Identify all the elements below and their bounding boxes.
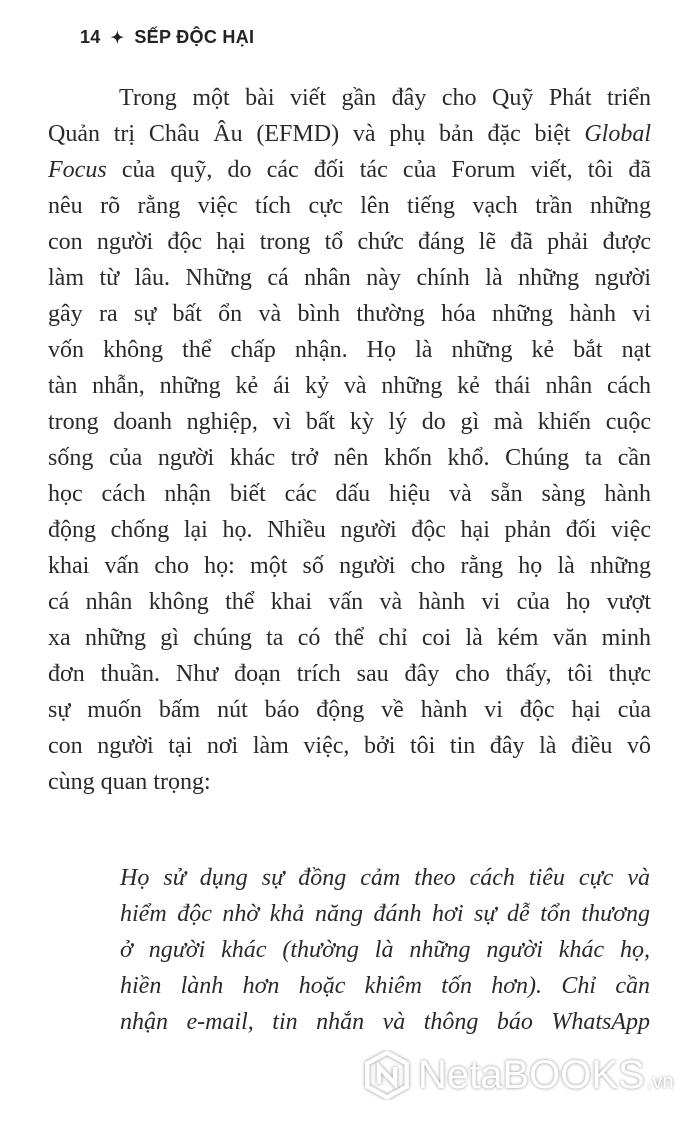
text-line: cá nhân không thể khai vấn và hành vi của họ vượt — [48, 589, 651, 615]
text-line: sự muốn bấm nút báo động về hành vi độc hại của — [48, 697, 651, 723]
block-quote — [120, 860, 650, 1040]
page-number: 14 — [80, 27, 101, 47]
body-paragraph — [48, 80, 651, 800]
italic-title: Focus — [48, 157, 107, 183]
text-line: hiền lành hơn hoặc khiêm tốn hơn). Chỉ cần — [120, 973, 650, 999]
text-line: Trong một bài viết gần đây cho Quỹ Phát triển — [119, 85, 651, 111]
text-line: Quản trị Châu Âu (EFMD) và phụ bản đặc biệt Global — [48, 121, 651, 147]
watermark-name: NetaBOOKS — [418, 1052, 645, 1097]
text-line: học cách nhận biết các dấu hiệu và sẵn sàng hành — [48, 481, 651, 507]
text-line: hiểm độc nhờ khả năng đánh hơi sự dễ tổn thương — [120, 901, 650, 927]
running-header — [80, 27, 254, 48]
text-line: con người tại nơi làm việc, bởi tôi tin đây là điều vô — [48, 733, 651, 759]
text-line: trong doanh nghiệp, vì bất kỳ lý do gì mà khiến cuộc — [48, 409, 651, 435]
text-line: động chống lại họ. Nhiều người độc hại phản đối việc — [48, 517, 651, 543]
netabooks-logo-icon — [362, 1050, 412, 1100]
text-line: con người độc hại trong tổ chức đáng lẽ đã phải được — [48, 229, 651, 255]
text-line: xa những gì chúng ta có thể chỉ coi là kém văn minh — [48, 625, 651, 651]
italic-title: Global — [584, 121, 651, 147]
watermark — [362, 1050, 673, 1100]
text-line: cùng quan trọng: — [48, 769, 211, 795]
text-line: tàn nhẫn, những kẻ ái kỷ và những kẻ thái nhân cách — [48, 373, 651, 399]
text-line: đơn thuần. Như đoạn trích sau đây cho thấy, tôi thực — [48, 661, 651, 687]
text-line: làm từ lâu. Những cá nhân này chính là những người — [48, 265, 651, 291]
text-line: ở người khác (thường là những người khác họ, — [120, 937, 650, 963]
watermark-tld: .vn — [646, 1070, 674, 1093]
text-line: sống của người khác trở nên khốn khổ. Chúng ta cần — [48, 445, 651, 471]
text-line: Họ sử dụng sự đồng cảm theo cách tiêu cực và — [120, 865, 650, 891]
text-line: Focus của quỹ, do các đối tác của Forum viết, tôi đã — [48, 157, 651, 183]
text-line: nêu rõ rằng việc tích cực lên tiếng vạch trần những — [48, 193, 651, 219]
book-title: SẾP ĐỘC HẠI — [134, 27, 255, 47]
text-line: khai vấn cho họ: một số người cho rằng họ là những — [48, 553, 651, 579]
text-line: gây ra sự bất ổn và bình thường hóa những hành vi — [48, 301, 651, 327]
text-line: vốn không thể chấp nhận. Họ là những kẻ bắt nạt — [48, 337, 651, 363]
text-line: nhận e-mail, tin nhắn và thông báo WhatsApp — [120, 1009, 650, 1035]
star-separator-icon: ✦ — [110, 29, 125, 47]
